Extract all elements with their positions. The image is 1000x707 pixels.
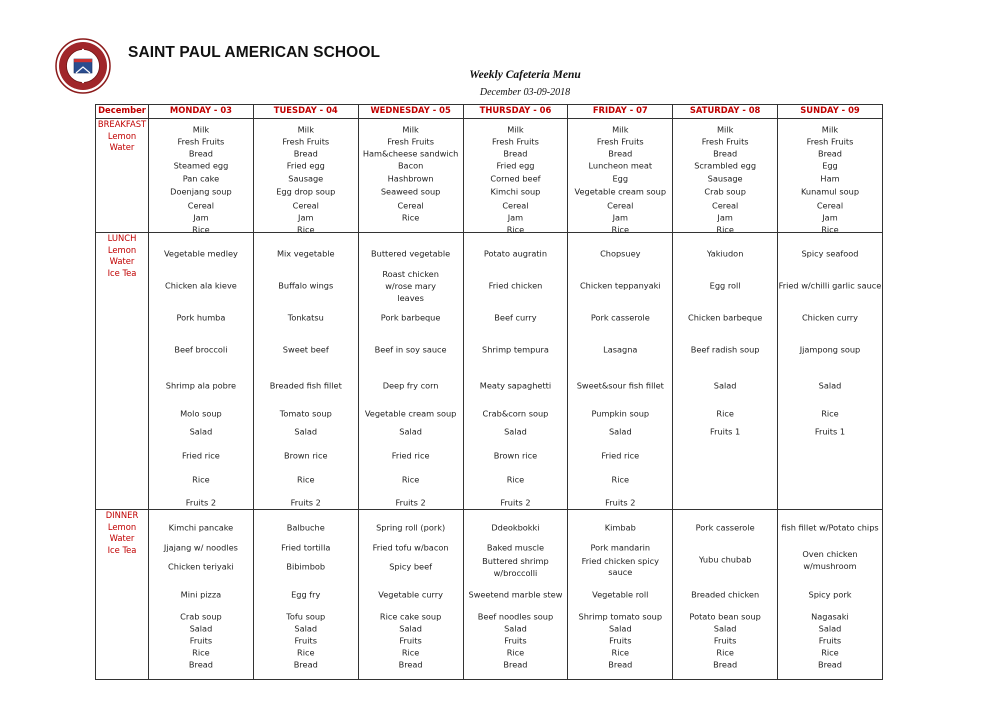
menu-item: Rice: [192, 474, 210, 485]
meal-label-line: Lemon: [107, 521, 137, 532]
menu-item: Sausage: [288, 173, 324, 184]
menu-item: Salad: [504, 623, 527, 634]
menu-item: Buttered shrimp w/broccolli: [482, 556, 549, 578]
menu-item: Salad: [189, 623, 213, 634]
meal-label-line: Ice Tea: [107, 267, 137, 278]
menu-item: Sweetend marble stew: [468, 589, 563, 600]
menu-item: Tomato soup: [279, 408, 332, 419]
menu-item: Fresh Fruits: [492, 136, 539, 147]
menu-item: Pork casserole: [695, 522, 755, 533]
menu-cell: [149, 510, 254, 680]
menu-item: Crab soup: [704, 186, 746, 197]
menu-item: Fruits 2: [185, 497, 217, 508]
menu-item: Bread: [293, 659, 318, 670]
menu-item: Corned beef: [490, 173, 541, 184]
menu-item: Meaty sapaghetti: [479, 380, 552, 391]
menu-item: Fried rice: [391, 450, 430, 461]
menu-cell: [778, 119, 883, 233]
menu-item: Jam: [507, 212, 524, 223]
meal-label-line: Water: [109, 533, 135, 543]
menu-item: Salad: [713, 623, 737, 634]
corner-month-label: December: [96, 105, 149, 119]
menu-item: Rice: [297, 647, 315, 658]
menu-item: Pork barbeque: [380, 312, 441, 323]
breakfast-label: [96, 119, 149, 233]
menu-item: Deep fry corn: [382, 380, 439, 391]
menu-item: Pan cake: [182, 173, 220, 184]
menu-cell: [253, 233, 358, 510]
dinner-label: [96, 510, 149, 680]
menu-cell: [358, 510, 463, 680]
menu-item: Chicken teppanyaki: [579, 280, 661, 291]
menu-item: Cereal: [502, 200, 529, 211]
menu-item: Bread: [817, 148, 843, 159]
menu-item: Fruits: [818, 635, 842, 646]
menu-item: Salad: [189, 426, 213, 437]
menu-item: Buttered vegetable: [371, 248, 451, 259]
menu-item: Spring roll (pork): [376, 522, 446, 533]
menu-item: Fruits 2: [395, 497, 426, 508]
menu-item: Fruits 1: [710, 426, 741, 437]
menu-item: Rice: [611, 224, 630, 235]
menu-item: Chicken teriyaki: [168, 561, 234, 572]
menu-item: Egg drop soup: [276, 186, 336, 197]
menu-item: fish fillet w/Potato chips: [781, 522, 879, 533]
menu-item: Milk: [716, 124, 734, 135]
menu-item: Salad: [818, 380, 842, 391]
menu-title: Weekly Cafeteria Menu: [469, 69, 581, 81]
menu-item: Salad: [294, 426, 318, 437]
menu-item: Fresh Fruits: [387, 136, 435, 147]
menu-item: Rice: [192, 647, 210, 658]
menu-item: Rice: [716, 647, 734, 658]
menu-item: Kunamul soup: [800, 186, 860, 197]
menu-item: Pork casserole: [590, 312, 650, 323]
menu-item: Milk: [507, 124, 524, 135]
day-header: WEDNESDAY - 05: [358, 105, 463, 119]
menu-item: Spicy seafood: [801, 248, 859, 259]
meal-label-line: Lemon: [107, 130, 137, 141]
menu-item: Rice: [401, 212, 420, 223]
menu-item: Jam: [822, 212, 838, 223]
menu-item: Fried egg: [496, 160, 535, 171]
school-name: SAINT PAUL AMERICAN SCHOOL: [128, 44, 381, 61]
menu-date-range: December 03-09-2018: [479, 87, 571, 98]
menu-item: Rice: [401, 474, 420, 485]
menu-item: Egg roll: [709, 280, 741, 291]
menu-item: Vegetable curry: [378, 589, 443, 600]
day-header: SUNDAY - 09: [778, 105, 883, 119]
menu-item: Bread: [188, 659, 213, 670]
day-header: SATURDAY - 08: [673, 105, 778, 119]
menu-item: Rice: [506, 224, 525, 235]
menu-cell: [673, 233, 778, 510]
menu-item: Bacon: [397, 160, 424, 171]
menu-item: Vegetable roll: [592, 589, 649, 600]
menu-item: Rice: [611, 474, 630, 485]
menu-item: Bread: [503, 659, 528, 670]
menu-item: Salad: [399, 623, 422, 634]
menu-item: Fresh Fruits: [596, 136, 644, 147]
menu-cell: [673, 119, 778, 233]
menu-item: Roast chicken w/rose mary leaves: [382, 269, 439, 303]
menu-item: Buffalo wings: [278, 280, 334, 291]
menu-cell: [149, 233, 254, 510]
menu-item: Fresh Fruits: [806, 136, 854, 147]
menu-item: Milk: [297, 124, 314, 135]
menu-item: Ddeokbokki: [491, 522, 540, 533]
menu-item: Bread: [608, 148, 633, 159]
menu-item: Pork mandarin: [590, 542, 651, 553]
menu-item: Bread: [503, 148, 528, 159]
menu-item: Bread: [293, 148, 318, 159]
menu-item: Spicy pork: [808, 589, 852, 600]
day-header: MONDAY - 03: [149, 105, 254, 119]
menu-item: Steamed egg: [173, 160, 229, 171]
meal-label-line: Water: [109, 256, 135, 266]
menu-cell: [358, 233, 463, 510]
menu-cell: [149, 119, 254, 233]
menu-item: Cereal: [292, 200, 319, 211]
menu-item: Hashbrown: [387, 173, 434, 184]
menu-item: Rice cake soup: [379, 611, 442, 622]
menu-item: Fresh Fruits: [177, 136, 225, 147]
menu-item: Rice: [297, 224, 315, 235]
menu-item: Breaded chicken: [691, 589, 760, 600]
menu-item: Jjajang w/ noodles: [163, 542, 238, 553]
menu-item: Jam: [298, 212, 314, 223]
menu-item: Ham&cheese sandwich: [362, 148, 459, 159]
menu-cell: [463, 119, 568, 233]
menu-cell: [673, 510, 778, 680]
menu-item: Vegetable medley: [163, 248, 238, 259]
menu-item: Rice: [821, 408, 839, 419]
menu-item: Kimchi pancake: [168, 522, 234, 533]
menu-item: Breaded fish fillet: [269, 380, 342, 391]
meal-label-line: DINNER: [105, 510, 139, 520]
menu-item: Fried rice: [601, 450, 640, 461]
menu-item: Cereal: [712, 200, 739, 211]
menu-item: Jam: [717, 212, 733, 223]
menu-item: Tonkatsu: [287, 312, 324, 323]
menu-item: Jam: [612, 212, 628, 223]
menu-cell: [358, 119, 463, 233]
menu-item: Fried egg: [286, 160, 325, 171]
meal-label-line: Lemon: [107, 244, 137, 255]
menu-item: Molo soup: [180, 408, 222, 419]
menu-item: Shrimp tempura: [482, 344, 549, 355]
menu-item: Beef broccoli: [174, 344, 228, 355]
menu-item: Salad: [294, 623, 318, 634]
menu-item: Rice: [401, 647, 420, 658]
breakfast-row: [96, 119, 883, 233]
day-header: FRIDAY - 07: [568, 105, 673, 119]
menu-item: Bread: [713, 148, 738, 159]
menu-item: Oven chicken w/mushroom: [802, 549, 858, 571]
menu-item: Rice: [821, 224, 839, 235]
menu-item: Fruits 2: [290, 497, 321, 508]
menu-item: Fruits 2: [605, 497, 636, 508]
menu-item: Nagasaki: [811, 611, 849, 622]
menu-item: Fruits: [189, 635, 213, 646]
menu-item: Chicken ala kieve: [165, 280, 237, 291]
menu-item: Bread: [817, 659, 843, 670]
menu-item: Sausage: [707, 173, 743, 184]
meal-label-line: BREAKFAST: [97, 119, 147, 129]
menu-item: Rice: [506, 474, 525, 485]
weekly-menu-table: [95, 104, 883, 680]
menu-item: Rice: [297, 474, 315, 485]
menu-item: Salad: [608, 623, 632, 634]
day-header: TUESDAY - 04: [253, 105, 358, 119]
menu-item: Milk: [192, 124, 210, 135]
menu-item: Beef curry: [494, 312, 537, 323]
menu-item: Fried tofu w/bacon: [372, 542, 449, 553]
menu-item: Tofu soup: [286, 611, 326, 622]
menu-item: Fried chicken spicy sauce: [581, 556, 659, 577]
menu-item: Crab soup: [180, 611, 222, 622]
menu-item: Rice: [716, 408, 734, 419]
menu-item: Beef noodles soup: [477, 611, 554, 622]
menu-item: Cereal: [397, 200, 424, 211]
menu-item: Chicken curry: [801, 312, 859, 323]
menu-item: Luncheon meat: [588, 160, 653, 171]
menu-item: Bread: [188, 148, 213, 159]
menu-item: Salad: [818, 623, 842, 634]
menu-item: Cereal: [607, 200, 634, 211]
menu-item: Milk: [402, 124, 419, 135]
menu-item: Jam: [193, 212, 209, 223]
menu-item: Vegetable cream soup: [364, 408, 457, 419]
menu-item: Scrambled egg: [694, 160, 757, 171]
menu-item: Shrimp tomato soup: [578, 611, 663, 622]
menu-item: Beef in soy sauce: [374, 344, 447, 355]
menu-item: Lasagna: [603, 344, 638, 355]
menu-item: Bread: [398, 659, 423, 670]
menu-item: Rice: [611, 647, 630, 658]
menu-item: Mini pizza: [180, 589, 222, 600]
menu-item: Jjampong soup: [799, 344, 861, 355]
menu-cell: [778, 510, 883, 680]
meal-label-line: Water: [109, 142, 135, 152]
menu-item: Rice: [506, 647, 525, 658]
menu-item: Fruits 2: [500, 497, 531, 508]
menu-cell: [463, 233, 568, 510]
menu-item: Kimchi soup: [490, 186, 541, 197]
menu-item: Egg fry: [291, 589, 321, 600]
menu-item: Cereal: [816, 200, 844, 211]
menu-item: Salad: [399, 426, 422, 437]
menu-item: Cereal: [187, 200, 215, 211]
menu-item: Bibimbob: [286, 561, 326, 572]
menu-item: Fruits: [294, 635, 317, 646]
lunch-row: [96, 233, 883, 510]
menu-item: Milk: [612, 124, 629, 135]
menu-item: Salad: [608, 426, 632, 437]
menu-item: Sweet beef: [282, 344, 329, 355]
menu-cell: [568, 233, 673, 510]
menu-item: Seaweed soup: [380, 186, 441, 197]
menu-item: Kimbab: [604, 522, 636, 533]
menu-item: Chopsuey: [600, 248, 641, 259]
menu-item: Fried chicken: [488, 280, 543, 291]
menu-item: Doenjang soup: [170, 186, 232, 197]
menu-cell: [253, 119, 358, 233]
menu-item: Pumpkin soup: [591, 408, 650, 419]
menu-cell: [253, 510, 358, 680]
menu-item: Baked muscle: [486, 542, 545, 553]
menu-item: Potato augratin: [483, 248, 548, 259]
menu-item: Yakiudon: [706, 248, 744, 259]
menu-item: Brown rice: [493, 450, 538, 461]
menu-item: Fried tortilla: [281, 542, 331, 553]
menu-cell: [568, 119, 673, 233]
menu-cell: [463, 510, 568, 680]
menu-item: Fresh Fruits: [701, 136, 749, 147]
menu-item: Pork humba: [176, 312, 226, 323]
menu-item: Bread: [713, 659, 738, 670]
menu-item: Yubu chubab: [698, 554, 752, 565]
menu-item: Salad: [713, 380, 737, 391]
meal-label-line: LUNCH: [107, 233, 137, 243]
menu-item: Chicken barbeque: [688, 312, 763, 323]
menu-item: Spicy beef: [389, 561, 432, 572]
menu-item: Brown rice: [284, 450, 328, 461]
menu-item: Crab&corn soup: [482, 408, 549, 419]
menu-cell: [778, 233, 883, 510]
menu-item: Shrimp ala pobre: [165, 380, 237, 391]
menu-item: Fruits: [609, 635, 632, 646]
menu-item: Fruits: [504, 635, 527, 646]
menu-item: Rice: [192, 224, 210, 235]
menu-item: Fruits: [399, 635, 422, 646]
menu-cell: [568, 510, 673, 680]
menu-item: Ham: [820, 173, 840, 184]
menu-item: Fresh Fruits: [282, 136, 330, 147]
menu-item: Fruits: [713, 635, 737, 646]
dinner-row: [96, 510, 883, 680]
menu-item: Balbuche: [286, 522, 325, 533]
menu-item: Bread: [608, 659, 633, 670]
school-seal-logo: [55, 38, 111, 94]
lunch-label: [96, 233, 149, 510]
meal-label-line: Ice Tea: [107, 544, 137, 555]
menu-item: Potato bean soup: [689, 611, 761, 622]
menu-item: Egg: [822, 160, 838, 171]
menu-item: Fried w/chilli garlic sauce: [778, 280, 882, 291]
menu-item: Rice: [821, 647, 839, 658]
day-header: THURSDAY - 06: [463, 105, 568, 119]
menu-item: Egg: [612, 173, 629, 184]
menu-item: Beef radish soup: [690, 344, 760, 355]
menu-item: Rice: [716, 224, 734, 235]
menu-item: Fruits 1: [814, 426, 846, 437]
menu-item: Mix vegetable: [276, 248, 335, 259]
day-header-row: [96, 105, 883, 119]
menu-item: Vegetable cream soup: [574, 186, 667, 197]
menu-item: Sweet&sour fish fillet: [576, 380, 664, 391]
menu-item: Milk: [821, 124, 839, 135]
menu-item: Salad: [504, 426, 527, 437]
menu-item: Fried rice: [182, 450, 220, 461]
